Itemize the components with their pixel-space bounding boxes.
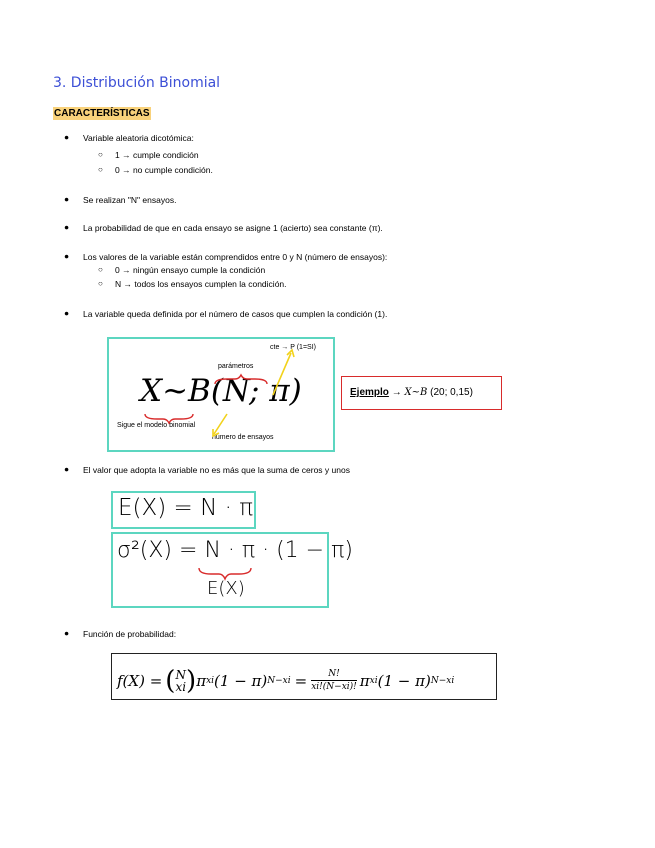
sub-bullet-circle-icon: ○ bbox=[98, 150, 103, 159]
example-box bbox=[341, 376, 502, 410]
pmf-term-2: (1 − π) bbox=[214, 672, 268, 690]
pmf-exp-2: N−xi bbox=[267, 676, 291, 686]
pmf-lhs: f(X) = bbox=[117, 672, 163, 690]
variance-lhs: σ²(X) = bbox=[117, 538, 198, 563]
example-values: (20; 0,15) bbox=[430, 387, 473, 398]
bullet-text-6: El valor que adopta la variable no es más que la suma de ceros y unos bbox=[83, 465, 350, 475]
sub-bullet-text-3: 0 → ningún ensayo cumple la condición bbox=[115, 265, 266, 275]
example-arrow: → bbox=[391, 387, 402, 398]
constant-label: cte → P (1=SI) bbox=[270, 344, 316, 351]
bullet-dot: ● bbox=[64, 222, 70, 232]
pmf-fraction bbox=[311, 669, 357, 693]
binomial-coefficient bbox=[175, 669, 186, 693]
binomial-formula: X~B(N; π) bbox=[140, 373, 302, 409]
bullet-dot: ● bbox=[64, 194, 70, 204]
bullet-text-1: Variable aleatoria dicotómica: bbox=[83, 133, 194, 143]
model-label: Sigue el modelo binomial bbox=[117, 422, 196, 429]
variance-under-label: E(X) bbox=[207, 578, 245, 599]
pmf-box bbox=[111, 653, 497, 700]
fraction-numerator: N! bbox=[328, 669, 340, 679]
sub-bullet-circle-icon: ○ bbox=[98, 165, 103, 174]
annotation-marks bbox=[109, 339, 333, 450]
sub-bullet-text-2: 0 → no cumple condición. bbox=[115, 165, 213, 175]
bullet-text-5: La variable queda definida por el número de casos que cumplen la condición (1). bbox=[83, 309, 388, 319]
bullet-text-4: Los valores de la variable están comprendidos entre 0 y N (número de ensayos): bbox=[83, 252, 388, 262]
example-formula: X~B bbox=[404, 387, 428, 398]
expectation-formula: E(X) = N · π bbox=[118, 495, 254, 521]
section-heading: CARACTERÍSTICAS bbox=[54, 108, 150, 119]
trials-label: número de ensayos bbox=[212, 434, 274, 441]
bullet-dot: ● bbox=[64, 251, 70, 261]
pmf-equals: = bbox=[294, 672, 308, 690]
parameters-label: parámetros bbox=[218, 363, 254, 370]
page-title: 3. Distribución Binomial bbox=[53, 75, 221, 91]
sub-bullet-circle-icon: ○ bbox=[98, 279, 103, 288]
pmf-formula bbox=[117, 666, 454, 696]
bullet-dot: ● bbox=[64, 628, 70, 638]
variance-box bbox=[111, 532, 353, 608]
paren-left: ( bbox=[165, 666, 176, 696]
expectation-box bbox=[111, 491, 256, 529]
pmf-exp-1: xi bbox=[206, 676, 215, 686]
bullet-dot: ● bbox=[64, 308, 70, 318]
pmf-term-4: (1 − π) bbox=[377, 672, 431, 690]
fraction-denominator: xi!(N−xi)! bbox=[311, 682, 357, 692]
example-label: Ejemplo bbox=[350, 387, 389, 398]
pmf-exp-3: xi bbox=[369, 676, 378, 686]
pmf-exp-4: N−xi bbox=[430, 676, 455, 686]
pmf-pi-1: π bbox=[196, 672, 207, 690]
binomial-formula-box bbox=[107, 337, 335, 452]
bullet-text-7: Función de probabilidad: bbox=[83, 629, 177, 639]
sub-bullet-text-1: 1 → cumple condición bbox=[115, 150, 199, 160]
bullet-text-3: La probabilidad de que en cada ensayo se asigne 1 (acierto) sea constante (π). bbox=[83, 223, 383, 233]
sub-bullet-circle-icon: ○ bbox=[98, 265, 103, 274]
bullet-text-2: Se realizan "N" ensayos. bbox=[83, 195, 177, 205]
pmf-pi-3: π bbox=[359, 672, 370, 690]
bullet-dot: ● bbox=[64, 132, 70, 142]
binom-top: N bbox=[175, 668, 186, 682]
paren-right: ) bbox=[186, 666, 197, 696]
binom-bottom: xi bbox=[175, 680, 187, 694]
variance-rhs: N · π · (1 − π) bbox=[204, 538, 353, 563]
sub-bullet-text-4: N → todos los ensayos cumplen la condición. bbox=[115, 279, 287, 289]
bullet-dot: ● bbox=[64, 464, 70, 474]
